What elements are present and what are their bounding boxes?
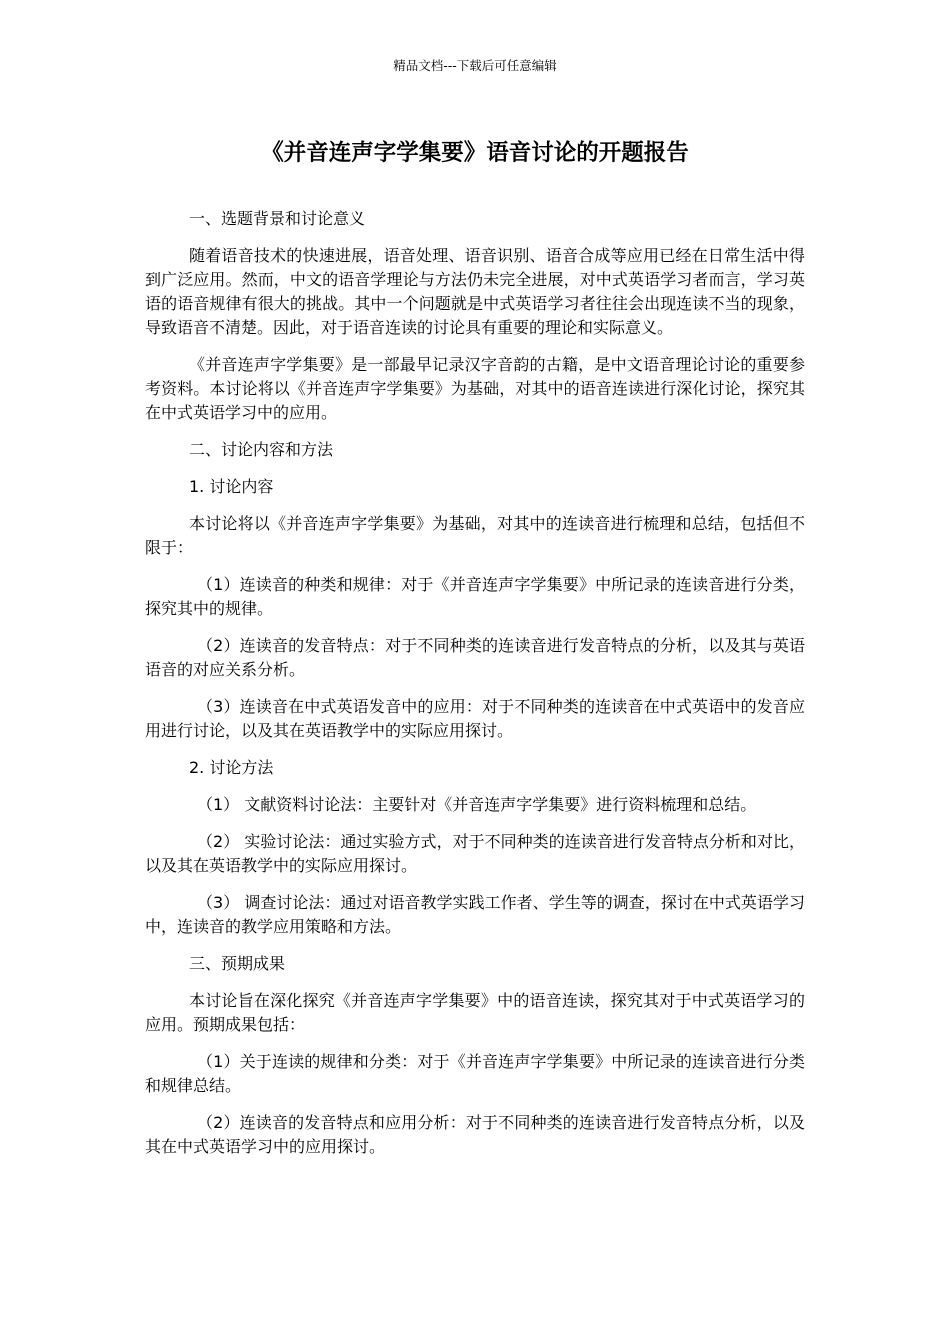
paragraph-background: 随着语音技术的快速进展，语音处理、语音识别、语音合成等应用已经在日常生活中得到广泛应用。然而，中文的语音学理论与方法仍未完全进展，对中式英语学习者而言，学习英语的语音规律有很大的挑战。其中一个问题就是中式英语学习者往往会出现连读不当的现象，导致语音不清楚。因此，对于语音连读的讨论具有重要的理论和实际意义。 [145, 246, 805, 337]
outcome-item-2: （2）连读音的发音特点和应用分析：对于不同种类的连读音进行发音特点分析，以及其在中式英语学习中的应用探讨。 [145, 1113, 805, 1156]
paragraph-source-intro: 《并音连声字学集要》是一部最早记录汉字音韵的古籍，是中文语音理论讨论的重要参考资料。本讨论将以《并音连声字学集要》为基础，对其中的语音连读进行深化讨论，探究其在中式英语学习中的应用。 [145, 355, 805, 422]
section-heading-1: 一、选题背景和讨论意义 [189, 209, 366, 228]
paragraph-content-intro: 本讨论将以《并音连声字学集要》为基础，对其中的连读音进行梳理和总结，包括但不限于： [145, 514, 805, 557]
method-item-2: （2） 实验讨论法：通过实验方式，对于不同种类的连读音进行发音特点分析和对比，以及其在英语教学中的实际应用探讨。 [145, 832, 805, 875]
subsection-heading-content: 1. 讨论内容 [189, 477, 274, 496]
method-item-3: （3） 调查讨论法：通过对语音教学实践工作者、学生等的调查，探讨在中式英语学习中，连读音的教学应用策略和方法。 [145, 893, 805, 936]
document-body [145, 207, 805, 1172]
page-header: 精品文档---下载后可任意编辑 [393, 58, 557, 73]
content-item-1: （1）连读音的种类和规律：对于《并音连声字学集要》中所记录的连读音进行分类，探究其中的规律。 [145, 575, 805, 618]
section-heading-2: 二、讨论内容和方法 [189, 440, 334, 459]
paragraph-outcome-intro: 本讨论旨在深化探究《并音连声字学集要》中的语音连读，探究其对于中式英语学习的应用。预期成果包括： [145, 991, 805, 1034]
subsection-heading-method: 2. 讨论方法 [189, 758, 274, 777]
document-title: 《并音连声字学集要》语音讨论的开题报告 [261, 140, 689, 166]
section-heading-3: 三、预期成果 [189, 954, 286, 973]
content-item-3: （3）连读音在中式英语发音中的应用：对于不同种类的连读音在中式英语中的发音应用进行讨论，以及其在英语教学中的实际应用探讨。 [145, 697, 805, 740]
content-item-2: （2）连读音的发音特点：对于不同种类的连读音进行发音特点的分析，以及其与英语语音的对应关系分析。 [145, 636, 805, 679]
outcome-item-1: （1）关于连读的规律和分类：对于《并音连声字学集要》中所记录的连读音进行分类和规律总结。 [145, 1052, 805, 1095]
method-item-1: （1） 文献资料讨论法：主要针对《并音连声字学集要》进行资料梳理和总结。 [197, 795, 757, 814]
